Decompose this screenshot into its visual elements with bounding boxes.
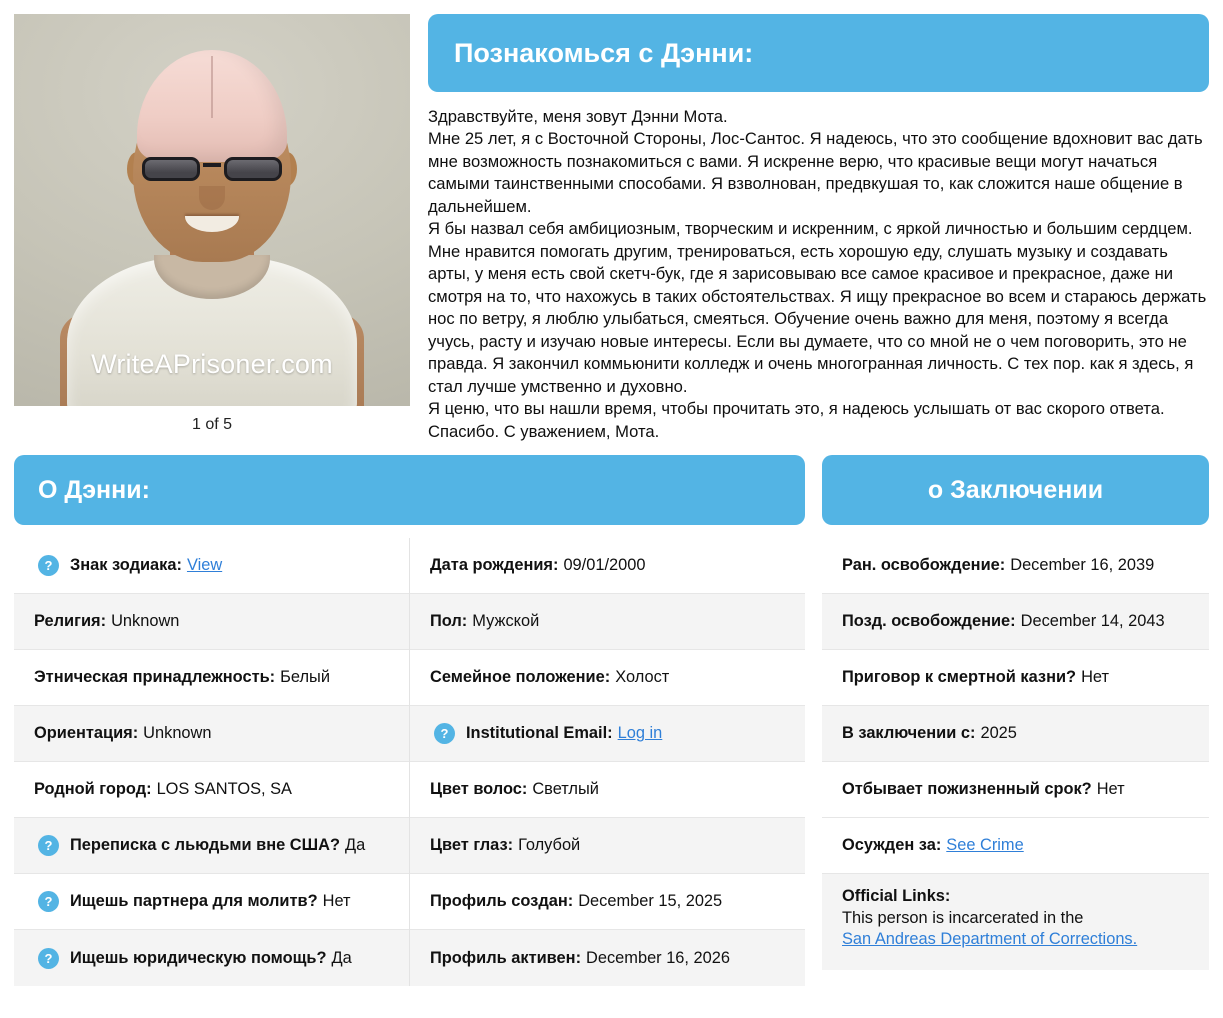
table-row [410, 538, 805, 594]
row-label: Приговор к смертной казни? [842, 668, 1077, 687]
row-value: Мужской [472, 612, 540, 631]
row-label: Отбывает пожизненный срок? [842, 780, 1092, 799]
row-value: Да [344, 836, 366, 855]
sunglasses-lens-left [142, 157, 200, 181]
question-mark-icon[interactable]: ? [38, 948, 59, 969]
row-label: Ориентация: [34, 724, 139, 743]
row-label: Позд. освобождение: [842, 612, 1016, 631]
about-left-column [14, 538, 410, 986]
row-value [613, 724, 663, 743]
table-row [822, 818, 1209, 874]
row-value: Unknown [143, 724, 212, 743]
intro-column [420, 14, 1209, 443]
table-row [822, 594, 1209, 650]
table-row [14, 594, 409, 650]
photo-counter: 1 of 5 [191, 416, 233, 433]
table-row [14, 706, 409, 762]
table-row [14, 818, 409, 874]
row-label: Ищешь юридическую помощь? [70, 948, 327, 967]
row-value: LOS SANTOS, SA [156, 780, 292, 799]
row-label: Переписка с льюдьми вне США? [70, 836, 340, 855]
row-label: Профиль создан: [430, 892, 574, 911]
table-row [410, 650, 805, 706]
incarceration-banner [822, 455, 1209, 525]
row-value [182, 556, 222, 575]
intro-paragraph: Мне 25 лет, я с Восточной Стороны, Лос-Сантос. Я надеюсь, что это сообщение вдохновит вас дать мне возможность познакомиться с вами. Я искренне верю, что красивые вещи могут начаться самыми таинственными способами. Я взволнован, предвкушая то, как сложится наше общение в дальнейшем. [428, 129, 1203, 216]
row-value: Голубой [518, 836, 581, 855]
table-row [410, 930, 805, 986]
row-value: Нет [322, 892, 351, 911]
table-row [14, 930, 409, 986]
sunglasses-lens-right [224, 157, 282, 181]
incarceration-panel [822, 538, 1209, 970]
photo-column [14, 14, 410, 443]
row-label: Цвет волос: [430, 780, 528, 799]
row-value: Светлый [532, 780, 599, 799]
official-links-row [822, 874, 1209, 970]
row-label: Дата рождения: [430, 556, 559, 575]
photo-beanie-seam [211, 56, 213, 118]
intro-banner-title: Познакомься с Дэнни: [454, 37, 754, 68]
official-links-label: Official Links: [842, 887, 951, 906]
row-label: Пол: [430, 612, 468, 631]
intro-banner [428, 14, 1209, 92]
row-label: Профиль активен: [430, 948, 582, 967]
table-row [14, 650, 409, 706]
row-value [941, 836, 1023, 855]
about-right-column [410, 538, 805, 986]
row-value: Unknown [111, 612, 180, 631]
zodiac-view-link[interactable]: View [186, 556, 223, 575]
table-row [410, 706, 805, 762]
row-label: Ищешь партнера для молитв? [70, 892, 318, 911]
sunglasses-bridge [203, 163, 221, 167]
table-row [14, 538, 409, 594]
department-of-corrections-link[interactable]: San Andreas Department of Corrections. [842, 929, 1138, 948]
row-label: Institutional Email: [466, 724, 613, 743]
row-label: Религия: [34, 612, 107, 631]
table-row [822, 650, 1209, 706]
table-row [822, 762, 1209, 818]
table-row [410, 762, 805, 818]
row-label: Осужден за: [842, 836, 942, 855]
about-banner-title: О Дэнни: [38, 475, 150, 504]
row-label: Цвет глаз: [430, 836, 514, 855]
intro-paragraph: Здравствуйте, меня зовут Дэнни Мота. [428, 107, 728, 126]
row-value: Белый [280, 668, 330, 687]
row-value: December 16, 2039 [1010, 556, 1155, 575]
row-value: December 15, 2025 [578, 892, 723, 911]
official-links-text: This person is incarcerated in the [842, 908, 1084, 927]
row-value: 2025 [980, 724, 1017, 743]
row-label: Знак зодиака: [70, 556, 182, 575]
row-value: December 14, 2043 [1020, 612, 1165, 631]
table-row [14, 874, 409, 930]
row-label: В заключении с: [842, 724, 976, 743]
intro-paragraph: Я ценю, что вы нашли время, чтобы прочитать это, я надеюсь услышать от вас скорого ответа. Спасибо. С уважением, Мота. [428, 399, 1165, 441]
about-panel [14, 538, 805, 986]
row-value: Нет [1096, 780, 1125, 799]
row-label: Родной город: [34, 780, 152, 799]
row-value: Нет [1081, 668, 1109, 687]
table-row [822, 538, 1209, 594]
question-mark-icon[interactable]: ? [434, 723, 455, 744]
table-row [410, 874, 805, 930]
profile-top-section [0, 0, 1223, 443]
row-label: Семейное положение: [430, 668, 611, 687]
photo-sunglasses [136, 154, 288, 184]
about-banner [14, 455, 805, 525]
row-value: Холост [615, 668, 670, 687]
row-label: Этническая принадлежность: [34, 668, 276, 687]
intro-paragraph: Я бы назвал себя амбициозным, творческим и искренним, с яркой личностью и большим сердцем. Мне нравится помогать другим, тренироваться, есть хорошую еду, слушать музыку и создавать арты, у меня есть свой скетч-бук, где я зарисовываю все самое красивое и прекрасное, даже ни смотря на то, что нахожусь в таких обстоятельствах. Я ищу прекрасное во всем и стараюсь держать нос по ветру, я люблю улыбаться, смеяться. Обучение очень важно для меня, поэтому я всегда учусь, расту и изучаю новые интересы. Если вы думаете, что со мной не о чем поговорить, это не правда. Я закончил коммьюнити колледж и очень многогранная личность. С тех пор. как я здесь, я стал лучше умственно и духовно. [428, 219, 1207, 396]
question-mark-icon[interactable]: ? [38, 891, 59, 912]
incarceration-banner-title: о Заключении [927, 475, 1104, 504]
details-tables [0, 525, 1223, 986]
question-mark-icon[interactable]: ? [38, 835, 59, 856]
table-row [14, 762, 409, 818]
row-value: Да [331, 948, 352, 967]
institutional-email-login-link[interactable]: Log in [617, 724, 663, 743]
photo-watermark: WriteAPrisoner.com [91, 349, 333, 379]
table-row [822, 706, 1209, 762]
question-mark-icon[interactable]: ? [38, 555, 59, 576]
profile-photo[interactable] [14, 14, 410, 406]
section-banners [0, 443, 1223, 525]
row-value: 09/01/2000 [563, 556, 646, 575]
table-row [410, 818, 805, 874]
see-crime-link[interactable]: See Crime [946, 836, 1024, 855]
row-label: Ран. освобождение: [842, 556, 1006, 575]
table-row [410, 594, 805, 650]
intro-text [428, 106, 1209, 443]
row-value: December 16, 2026 [586, 948, 730, 967]
